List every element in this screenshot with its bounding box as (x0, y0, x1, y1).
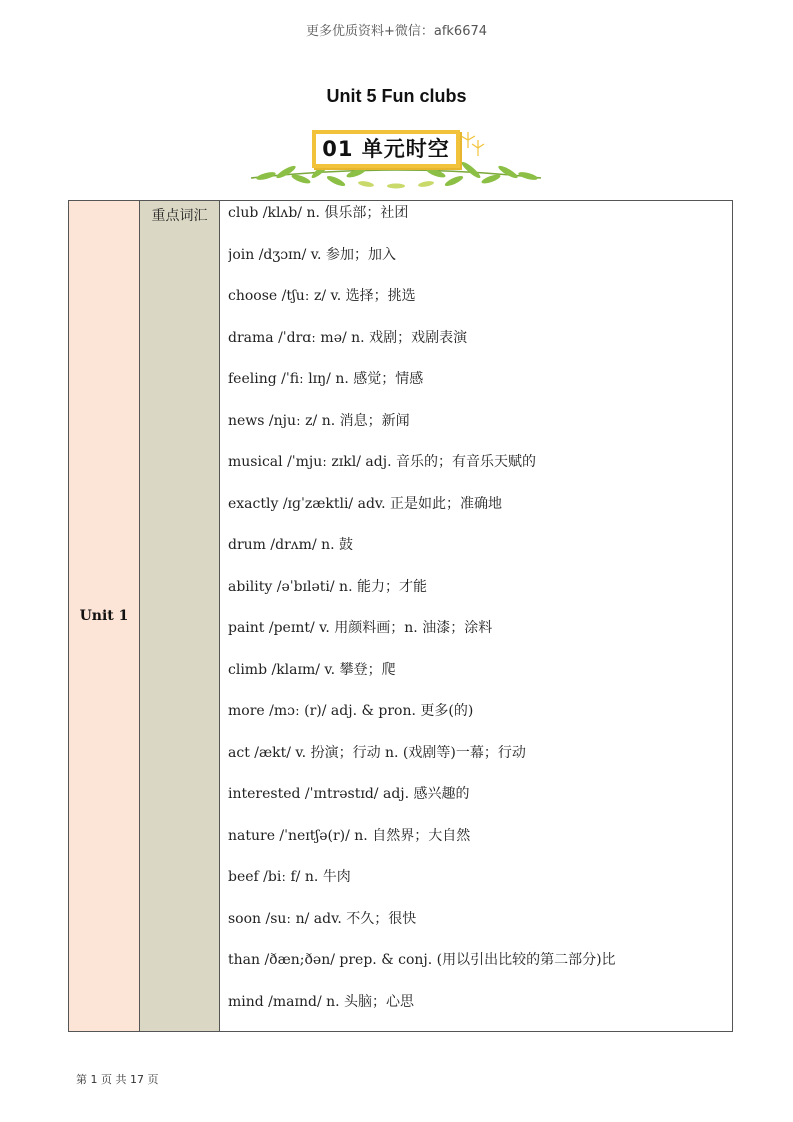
list-item: act /ækt/ v. 扮演；行动 n. (戏剧等)一幕；行动 (228, 744, 526, 761)
list-item: beef /biː f/ n. 牛肉 (228, 869, 351, 885)
table-row (69, 201, 733, 1032)
list-item: feeling /ˈfiː lɪŋ/ n. 感觉；情感 (228, 371, 424, 387)
list-item: drama /ˈdrɑː mə/ n. 戏剧；戏剧表演 (228, 329, 468, 346)
section-banner (246, 126, 546, 190)
list-item: nature /ˈneɪtʃə(r)/ n. 自然界；大自然 (228, 827, 471, 844)
vocabulary-table (68, 200, 733, 1032)
list-item: paint /peɪnt/ v. 用颜料画；n. 油漆；涂料 (228, 620, 493, 636)
list-item: soon /suː n/ adv. 不久；很快 (228, 910, 417, 927)
word-list-cell (220, 201, 733, 1032)
banner-label: 01 单元时空 (322, 137, 450, 161)
list-item: mind /maɪnd/ n. 头脑；心思 (228, 993, 415, 1010)
list-item: drum /drʌm/ n. 鼓 (228, 537, 354, 553)
list-item: club /klʌb/ n. 俱乐部；社团 (228, 205, 409, 221)
page-footer: 第 1 页 共 17 页 (76, 1073, 159, 1086)
list-item: than /ðæn;ðən/ prep. & conj. (用以引出比较的第二部分)比 (228, 952, 616, 968)
header-note: 更多优质资料+微信：afk6674 (305, 24, 488, 39)
list-item: join /dʒɔɪn/ v. 参加；加入 (228, 246, 396, 263)
list-item: musical /ˈmjuː zɪkl/ adj. 音乐的；有音乐天赋的 (228, 454, 536, 470)
word-list (228, 201, 732, 1031)
list-item: climb /klaɪm/ v. 攀登；爬 (228, 661, 396, 678)
list-item: exactly /ɪɡˈzæktli/ adv. 正是如此；准确地 (228, 495, 503, 512)
category-cell: 重点词汇 (140, 201, 220, 1032)
unit-cell: Unit 1 (69, 201, 140, 1032)
list-item: choose /tʃuː z/ v. 选择；挑选 (228, 288, 416, 304)
list-item: more /mɔː (r)/ adj. & pron. 更多(的) (228, 703, 474, 719)
list-item: news /njuː z/ n. 消息；新闻 (228, 412, 410, 429)
list-item: ability /əˈbɪləti/ n. 能力；才能 (228, 578, 427, 595)
document-title: Unit 5 Fun clubs (326, 86, 467, 106)
list-item: interested /ˈɪntrəstɪd/ adj. 感兴趣的 (228, 786, 470, 802)
